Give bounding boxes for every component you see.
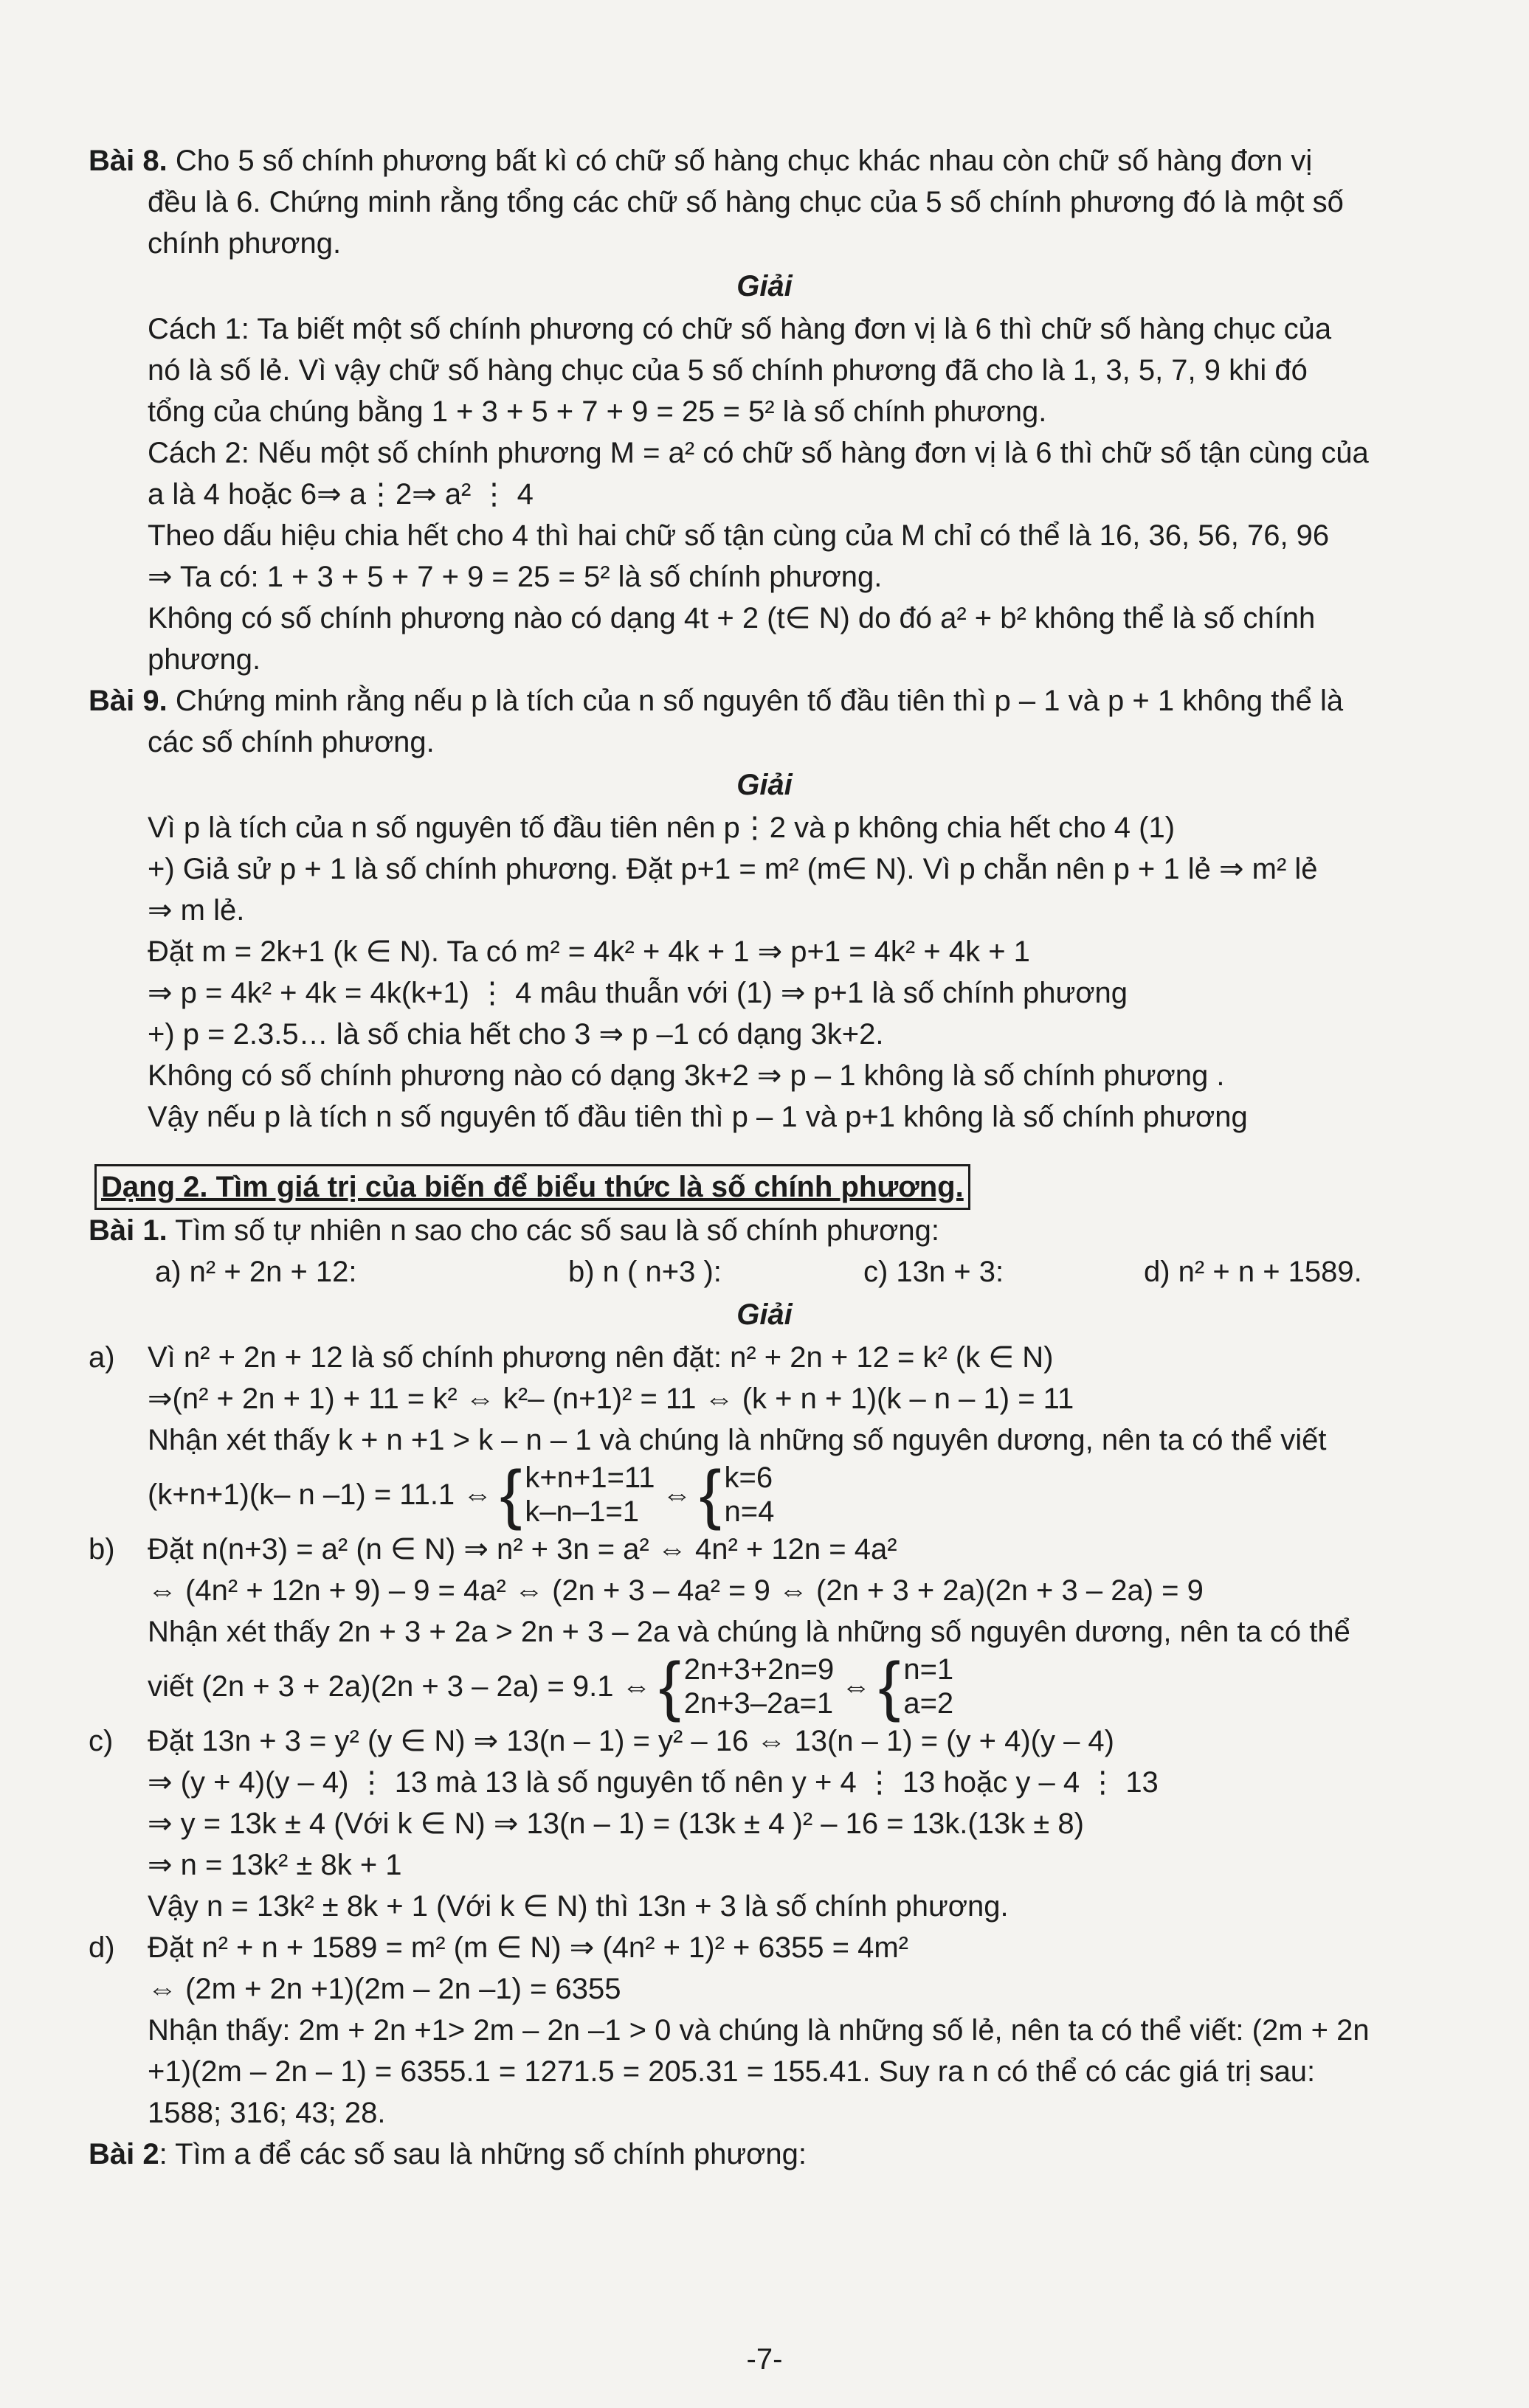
part-a-line: Nhận xét thấy k + n +1 > k – n – 1 và chúng là những số nguyên dương, nên ta có thể viết bbox=[148, 1424, 1327, 1456]
bai1-part-b bbox=[89, 1529, 1440, 1723]
bai8-line-3: chính phương. bbox=[148, 227, 342, 260]
system-eq: a=2 bbox=[903, 1687, 954, 1720]
equiv-icon: ⇔ bbox=[841, 1670, 872, 1703]
bai9-sol-line: Vì p là tích của n số nguyên tố đầu tiên nên p⋮2 và p không chia hết cho 4 (1) bbox=[148, 812, 1176, 844]
bai9-sol-line: Đặt m = 2k+1 (k ∈ N). Ta có m² = 4k² + 4k + 1 ⇒ p+1 = 4k² + 4k + 1 bbox=[148, 935, 1030, 968]
system-eq: 2n+3–2a=1 bbox=[683, 1687, 834, 1720]
equiv-icon: ⇔ bbox=[662, 1478, 692, 1511]
bai9-sol-line: +) Giả sử p + 1 là số chính phương. Đặt p+1 = m² (m∈ N). Vì p chẵn nên p + 1 lẻ ⇒ m² lẻ bbox=[148, 853, 1318, 885]
part-b-system-1 bbox=[658, 1650, 835, 1723]
bai8-giai-heading: Giải bbox=[736, 270, 793, 302]
bai8-statement bbox=[89, 140, 1440, 264]
part-a-system-2 bbox=[699, 1458, 775, 1532]
system-eq: k=6 bbox=[724, 1461, 773, 1494]
part-a-line: ⇒(n² + 2n + 1) + 11 = k² ⇔ k²– (n+1)² = 11 ⇔ (k + n + 1)(k – n – 1) = 11 bbox=[148, 1383, 1074, 1415]
left-brace-icon: { bbox=[878, 1650, 901, 1723]
bai9-sol-line: ⇒ p = 4k² + 4k = 4k(k+1) ⋮ 4 mâu thuẫn với (1) ⇒ p+1 là số chính phương bbox=[148, 977, 1128, 1009]
bai8-sol-line: tổng của chúng bằng 1 + 3 + 5 + 7 + 9 = 25 = 5² là số chính phương. bbox=[148, 395, 1047, 428]
part-c-line: Đặt 13n + 3 = y² (y ∈ N) ⇒ 13(n – 1) = y² – 16 ⇔ 13(n – 1) = (y + 4)(y – 4) bbox=[148, 1725, 1114, 1757]
dang2-section-title: Dạng 2. Tìm giá trị của biến để biểu thức là số chính phương. bbox=[94, 1164, 970, 1210]
left-brace-icon: { bbox=[500, 1458, 522, 1532]
bai9-solution bbox=[89, 807, 1440, 1138]
bai1-option-a: a) n² + 2n + 12: bbox=[155, 1256, 357, 1288]
bai8-line-1: Cho 5 số chính phương bất kì có chữ số hàng chục khác nhau còn chữ số hàng đơn vị bbox=[167, 145, 1313, 177]
bai8-sol-line: nó là số lẻ. Vì vậy chữ số hàng chục của 5 số chính phương đã cho là 1, 3, 5, 7, 9 khi đó bbox=[148, 354, 1308, 387]
system-eq: n=4 bbox=[724, 1495, 775, 1528]
part-d-line: Đặt n² + n + 1589 = m² (m ∈ N) ⇒ (4n² + 1)² + 6355 = 4m² bbox=[148, 1931, 908, 1964]
bai1-options bbox=[89, 1251, 1440, 1293]
part-b-sys-prefix: viết (2n + 3 + 2a)(2n + 3 – 2a) = 9.1 ⇔ bbox=[148, 1670, 652, 1703]
part-d-line: ⇔ (2m + 2n +1)(2m – 2n –1) = 6355 bbox=[148, 1973, 621, 2005]
bai9-statement bbox=[89, 680, 1440, 763]
bai8-sol-line: Cách 2: Nếu một số chính phương M = a² có chữ số hàng đơn vị là 6 thì chữ số tận cùng của bbox=[148, 437, 1369, 469]
bai9-line-1: Chứng minh rằng nếu p là tích của n số nguyên tố đầu tiên thì p – 1 và p + 1 không thể là bbox=[167, 685, 1344, 717]
bai1-option-d: d) n² + n + 1589. bbox=[1144, 1256, 1362, 1288]
bai1-part-a bbox=[89, 1337, 1440, 1532]
part-d-line: Nhận thấy: 2m + 2n +1> 2m – 2n –1 > 0 và chúng là những số lẻ, nên ta có thể viết: (2m + 2n bbox=[148, 2014, 1370, 2047]
part-c-label: c) bbox=[89, 1725, 114, 1757]
bai9-giai-heading: Giải bbox=[736, 769, 793, 801]
system-eq: k+n+1=11 bbox=[525, 1461, 655, 1494]
bai8-sol-line: phương. bbox=[148, 643, 261, 676]
bai9-sol-line: ⇒ m lẻ. bbox=[148, 894, 245, 927]
page-number: -7- bbox=[746, 2343, 783, 2376]
part-a-system-row bbox=[89, 1458, 1440, 1532]
system-eq: n=1 bbox=[903, 1653, 954, 1686]
part-a-sys-prefix: (k+n+1)(k– n –1) = 11.1 ⇔ bbox=[148, 1478, 493, 1511]
bai1-option-b: b) n ( n+3 ): bbox=[568, 1256, 722, 1288]
bai1-part-c bbox=[89, 1720, 1440, 1927]
part-a-system-1 bbox=[500, 1458, 655, 1532]
part-b-line: Nhận xét thấy 2n + 3 + 2a > 2n + 3 – 2a và chúng là những số nguyên dương, nên ta có thể bbox=[148, 1616, 1350, 1648]
part-d-line: 1588; 316; 43; 28. bbox=[148, 2097, 386, 2129]
bai8-sol-line: Không có số chính phương nào có dạng 4t + 2 (t∈ N) do đó a² + b² không thể là số chính bbox=[148, 602, 1316, 634]
part-c-line: ⇒ y = 13k ± 4 (Với k ∈ N) ⇒ 13(n – 1) = (13k ± 4 )² – 16 = 13k.(13k ± 8) bbox=[148, 1807, 1084, 1840]
bai8-solution bbox=[89, 308, 1440, 680]
bai9-sol-line: +) p = 2.3.5… là số chia hết cho 3 ⇒ p –1 có dạng 3k+2. bbox=[148, 1018, 884, 1051]
part-b-line: ⇔ (4n² + 12n + 9) – 9 = 4a² ⇔ (2n + 3 – 4a² = 9 ⇔ (2n + 3 + 2a)(2n + 3 – 2a) = 9 bbox=[148, 1574, 1204, 1607]
bai8-sol-line: Cách 1: Ta biết một số chính phương có chữ số hàng đơn vị là 6 thì chữ số hàng chục của bbox=[148, 313, 1332, 345]
part-d-label: d) bbox=[89, 1931, 115, 1964]
bai8-title: Bài 8. bbox=[89, 145, 168, 177]
part-b-system-2 bbox=[878, 1650, 954, 1723]
bai1-option-c: c) 13n + 3: bbox=[863, 1256, 1004, 1288]
bai8-sol-line: a là 4 hoặc 6⇒ a⋮2⇒ a² ⋮ 4 bbox=[148, 478, 534, 511]
bai2-title: Bài 2 bbox=[89, 2138, 159, 2170]
bai2-text: : Tìm a để các số sau là những số chính phương: bbox=[159, 2138, 807, 2170]
bai9-sol-line: Không có số chính phương nào có dạng 3k+2 ⇒ p – 1 không là số chính phương . bbox=[148, 1059, 1225, 1092]
bai1-part-d bbox=[89, 1927, 1440, 2134]
part-a-line: Vì n² + 2n + 12 là số chính phương nên đặt: n² + 2n + 12 = k² (k ∈ N) bbox=[148, 1341, 1054, 1374]
bai1-title: Bài 1. bbox=[89, 1214, 168, 1247]
part-d-line: +1)(2m – 2n – 1) = 6355.1 = 1271.5 = 205.31 = 155.41. Suy ra n có thể có các giá trị sau: bbox=[148, 2055, 1316, 2088]
bai9-title: Bài 9. bbox=[89, 685, 168, 717]
system-eq: 2n+3+2n=9 bbox=[683, 1653, 835, 1686]
bai9-line-2: các số chính phương. bbox=[148, 726, 435, 758]
part-b-label: b) bbox=[89, 1533, 115, 1565]
bai8-line-2: đều là 6. Chứng minh rằng tổng các chữ số hàng chục của 5 số chính phương đó là một số bbox=[148, 186, 1344, 218]
part-a-label: a) bbox=[89, 1341, 115, 1374]
part-c-line: ⇒ n = 13k² ± 8k + 1 bbox=[148, 1849, 402, 1881]
bai8-sol-line: Theo dấu hiệu chia hết cho 4 thì hai chữ số tận cùng của M chỉ có thể là 16, 36, 56, 76, 96 bbox=[148, 519, 1330, 552]
bai9-sol-line: Vậy nếu p là tích n số nguyên tố đầu tiên thì p – 1 và p+1 không là số chính phương bbox=[148, 1101, 1248, 1133]
bai1-text: Tìm số tự nhiên n sao cho các số sau là số chính phương: bbox=[167, 1214, 940, 1247]
left-brace-icon: { bbox=[699, 1458, 722, 1532]
bai1-giai-heading: Giải bbox=[736, 1298, 793, 1331]
bai8-sol-line: ⇒ Ta có: 1 + 3 + 5 + 7 + 9 = 25 = 5² là số chính phương. bbox=[148, 561, 883, 593]
part-b-system-row bbox=[89, 1650, 1440, 1723]
part-c-line: Vậy n = 13k² ± 8k + 1 (Với k ∈ N) thì 13n + 3 là số chính phương. bbox=[148, 1890, 1009, 1923]
left-brace-icon: { bbox=[658, 1650, 681, 1723]
system-eq: k–n–1=1 bbox=[525, 1495, 639, 1528]
part-b-line: Đặt n(n+3) = a² (n ∈ N) ⇒ n² + 3n = a² ⇔ 4n² + 12n = 4a² bbox=[148, 1533, 897, 1565]
part-c-line: ⇒ (y + 4)(y – 4) ⋮ 13 mà 13 là số nguyên tố nên y + 4 ⋮ 13 hoặc y – 4 ⋮ 13 bbox=[148, 1766, 1159, 1799]
